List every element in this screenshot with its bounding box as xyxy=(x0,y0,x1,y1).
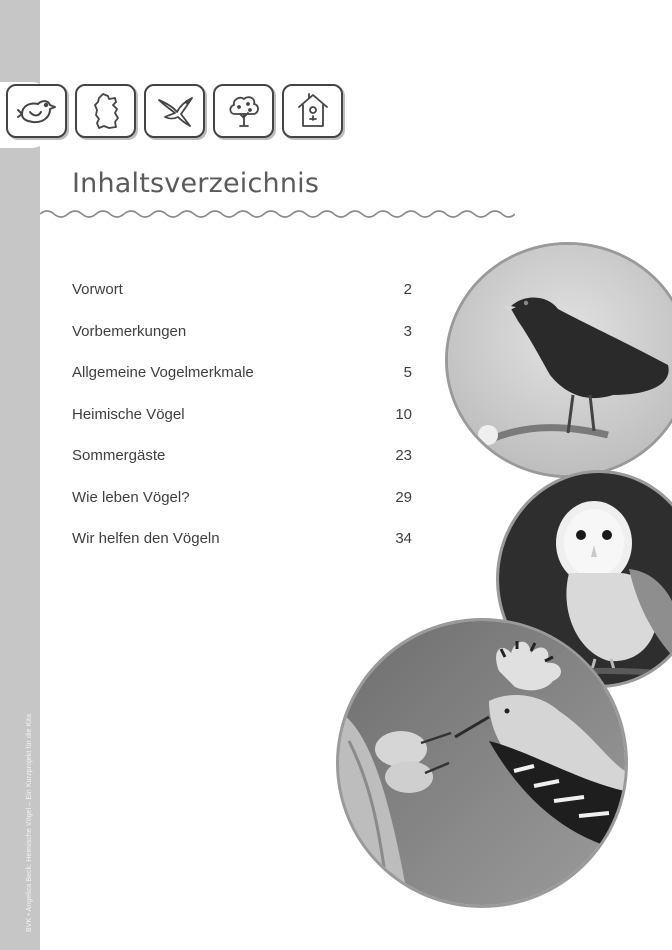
toc-entry-page: 34 xyxy=(395,530,412,547)
germany-map-icon xyxy=(75,84,136,138)
bird-icon xyxy=(6,84,67,138)
toc-entry-label: Wie leben Vögel? xyxy=(72,488,190,506)
toc-entry[interactable] xyxy=(72,364,412,406)
tree-icon xyxy=(213,84,274,138)
toc-entry-page: 3 xyxy=(403,322,412,340)
toc-entry[interactable] xyxy=(72,489,412,531)
toc-entry-label: Heimische Vögel xyxy=(72,405,185,423)
toc-entry-label: Vorwort xyxy=(72,281,123,298)
icon-row xyxy=(6,84,343,138)
toc-entry-label: Allgemeine Vogelmerkmale xyxy=(72,364,254,381)
toc-entry[interactable] xyxy=(72,406,412,448)
toc-entry-page: 10 xyxy=(395,405,412,423)
toc-entry-label: Wir helfen den Vögeln xyxy=(72,530,220,547)
hoopoe-photo xyxy=(336,618,628,908)
toc-entry-label: Vorbemerkungen xyxy=(72,322,187,340)
page-title: Inhaltsverzeichnis xyxy=(72,168,320,199)
toc-entry[interactable] xyxy=(72,323,412,365)
toc-entry[interactable] xyxy=(72,281,412,323)
toc-entry-label: Sommergäste xyxy=(72,447,166,464)
blackbird-photo xyxy=(445,242,672,478)
toc-entry[interactable] xyxy=(72,530,412,572)
toc-entry-page: 2 xyxy=(403,281,412,298)
table-of-contents xyxy=(72,281,412,572)
vertical-credit-text: BVK • Angelica Beck: Heimische Vögel – Ein Kurzprojekt für die Kita xyxy=(26,713,33,932)
toc-entry-page: 23 xyxy=(395,447,412,464)
swallow-icon xyxy=(144,84,205,138)
birdhouse-icon xyxy=(282,84,343,138)
wave-divider xyxy=(40,206,515,222)
toc-entry-page: 29 xyxy=(395,488,412,506)
toc-entry[interactable] xyxy=(72,447,412,489)
toc-entry-page: 5 xyxy=(403,364,412,381)
